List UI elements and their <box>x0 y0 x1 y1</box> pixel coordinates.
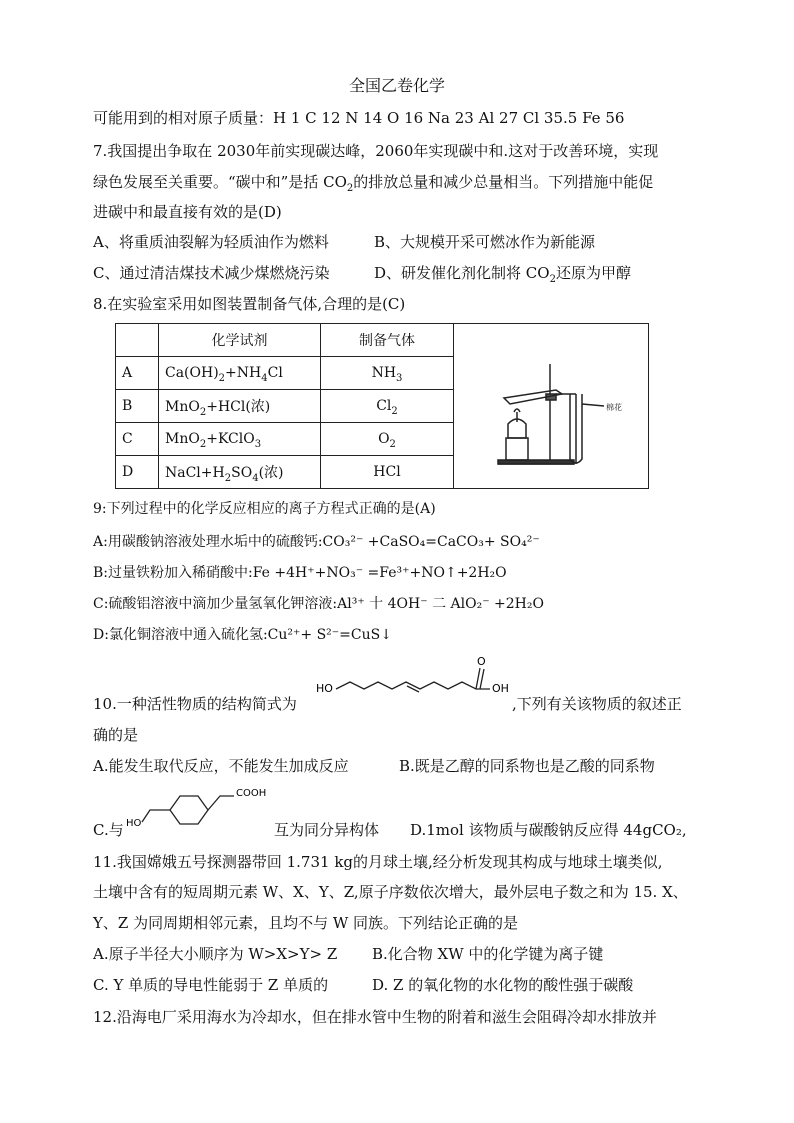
q12-stem-line1: 12.沿海电厂采用海水为冷却水，但在排水管中生物的附着和滋生会阻碍冷却水排放并 <box>93 1008 657 1026</box>
q7-stem-line1: 7.我国提出争取在 2030年前实现碳达峰，2060年实现碳中和.这对于改善环境，实现 <box>93 142 659 160</box>
q10-option-c-a: C.与 <box>93 821 124 839</box>
q9-option-d: D:氯化铜溶液中通入硫化氢:Cu²⁺+ S²⁻=CuS↓ <box>93 627 392 643</box>
q11-stem-line1: 11.我国嫦娥五号探测器带回 1.731 kg的月球土壤,经分析发现其构成与地球土壤类似, <box>93 853 663 871</box>
q7-stem-line2: 绿色发展至关重要。“碳中和”是括 $CO_2$的排放总量和减少总量相当。下列措施中能促 <box>93 173 654 194</box>
q11-option-a: A.原子半径大小顺序为 W>X>Y> Z <box>93 945 338 963</box>
q11-stem-line3: Y、Z 为同周期相邻元素，且均不与 W 同族。下列结论正确的是 <box>93 914 519 932</box>
row-label: D <box>116 456 159 489</box>
q8-stem: 8.在实验室采用如图装置制备气体,合理的是(C) <box>93 295 406 313</box>
row-label: A <box>116 357 159 390</box>
row-reagent: $NaCl+H_2SO_4$(浓) <box>159 456 321 489</box>
q10-option-d: D.1mol 该物质与碳酸钠反应得 44gCO₂, <box>410 821 687 839</box>
q9-option-c: C:硫酸铝溶液中滴加少量氢氧化钾溶液:Al³⁺ 十 4OH⁻ 二 AlO₂⁻ +2H₂O <box>93 596 544 612</box>
table-header-row <box>116 324 649 357</box>
reagent-table <box>115 323 649 489</box>
q10-stem-b: ,下列有关该物质的叙述正 <box>512 695 682 713</box>
q7-option-c: C、通过清洁煤技术减少煤燃烧污染 <box>93 264 330 282</box>
row-reagent: $Ca(OH)_2+NH_4Cl$ <box>159 357 321 390</box>
q7-stem-line3: 进碳中和最直接有效的是(D) <box>93 203 282 221</box>
struct1-o: O <box>477 655 486 668</box>
row-reagent: MnO$_2$+HCl(浓) <box>159 390 321 423</box>
struct1-oh: OH <box>492 682 509 695</box>
q11-stem-line2: 土壤中含有的短周期元素 W、X、Y、Z,原子序数依次增大，最外层电子数之和为 15. X、 <box>93 883 688 901</box>
q10-stem-a: 10.一种活性物质的结构简式为 <box>93 695 297 713</box>
q10-stem-line2: 确的是 <box>93 726 139 744</box>
struct2-cooh: COOH <box>236 788 267 799</box>
q11-option-d: D. Z 的氧化物的水化物的酸性强于碳酸 <box>372 976 634 994</box>
q7-option-a: A、将重质油裂解为轻质油作为燃料 <box>93 233 329 251</box>
row-gas: $NH_3$ <box>321 357 454 390</box>
row-label: C <box>116 423 159 456</box>
page-title: 全国乙卷化学 <box>348 76 445 95</box>
struct1-ho: HO <box>316 682 333 695</box>
struct2-ho: HO <box>126 818 142 829</box>
row-reagent: MnO$_2$+KClO$_3$ <box>159 423 321 456</box>
q9-option-a: A:用碳酸钠溶液处理水垢中的硫酸钙:CO₃²⁻ +CaSO₄=CaCO₃+ SO₄²⁻ <box>93 534 540 550</box>
q9-stem: 9:下列过程中的化学反应相应的离子方程式正确的是(A) <box>93 501 436 517</box>
structure-formula-1 <box>314 652 514 702</box>
q11-option-b: B.化合物 XW 中的化学键为离子键 <box>372 945 604 963</box>
row-label: B <box>116 390 159 423</box>
apparatus-diagram <box>454 324 648 484</box>
header-gas: 制备气体 <box>321 324 454 357</box>
apparatus-cell <box>454 324 649 489</box>
apparatus-label: 棉花 <box>606 403 622 412</box>
q7-option-d: D、研发催化剂化制将 $CO_2$还原为甲醇 <box>374 264 631 285</box>
structure-formula-2 <box>124 780 274 830</box>
q11-option-c: C. Y 单质的导电性能弱于 Z 单质的 <box>93 976 329 994</box>
row-gas: $O_2$ <box>321 423 454 456</box>
row-gas: HCl <box>321 456 454 489</box>
q10-option-c-b: 互为同分异构体 <box>274 821 380 839</box>
q9-option-b: B:过量铁粉加入稀硝酸中:Fe +4H⁺+NO₃⁻ =Fe³⁺+NO↑+2H₂O <box>93 565 507 581</box>
q10-option-b: B.既是乙醇的同系物也是乙酸的同系物 <box>399 757 655 775</box>
header-reagent: 化学试剂 <box>159 324 321 357</box>
atomic-mass-line: 可能用到的相对原子质量：H 1 C 12 N 14 O 16 Na 23 Al 27 Cl 35.5 Fe 56 <box>93 109 625 127</box>
q7-option-b: B、大规模开采可燃冰作为新能源 <box>374 233 596 251</box>
q10-option-a: A.能发生取代反应，不能发生加成反应 <box>93 757 349 775</box>
row-gas: $Cl_2$ <box>321 390 454 423</box>
